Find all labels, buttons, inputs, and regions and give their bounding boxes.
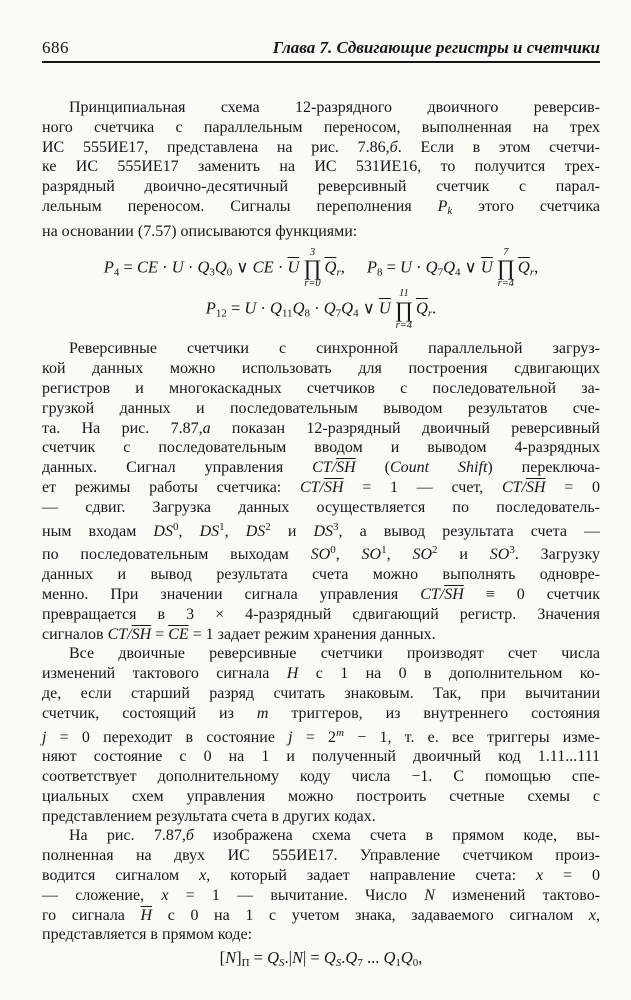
paragraph-line: циальных схем управления можно построить счетные схемы с	[42, 787, 600, 805]
paragraph-line: — сдвиг. Загрузка данных осуществляется по последователь-	[42, 498, 600, 516]
overflow-equations	[42, 248, 600, 332]
paragraph-line: грузкой данных и последовательным выводом результатов сче-	[42, 399, 600, 417]
equation-p4-p8: P4 = CE · U · Q3Q0 ∨ CE · $\overline{U}$ 3 ∏ r=0 $\overline{Q}_r$, P8 = U · Q7Q4 ∨ $\overline{U}$ 7 ∏ r=4 $\overline{Q}_r$,	[103, 246, 539, 289]
paragraph-2	[42, 339, 600, 644]
paragraph-line: го сигнала $\overline{H}$ с 0 на 1 с учетом знака, задаваемого сигналом x,	[42, 906, 600, 924]
paragraph-line: ет режимы работы счетчика: $CT/\overline{SH} = 1$ — счет, $CT/\overline{SH} = 0$	[42, 478, 600, 496]
paragraph-line: j = 0 переходит в состояние $j = 2^m - 1$, т. е. все триггеры изме-	[42, 726, 601, 746]
paragraph-line: ИС 555ИЕ17, представлена на рис. 7.86,б. Если в этом счетчи-	[42, 138, 600, 156]
paragraph-line: Все двоичные реверсивные счетчики производят счет числа	[69, 645, 600, 663]
paragraph-line: водится сигналом x, который задает направление счета: x = 0	[42, 867, 600, 885]
paragraph-line: Реверсивные счетчики с синхронной параллельной загруз-	[69, 340, 600, 358]
paragraph-line: сигналов $CT/\overline{SH} = \overline{CE} = 1$ задает режим хранения данных.	[42, 625, 436, 643]
paragraph-line: кой данных можно использовать для построения сдвигающих	[42, 360, 600, 378]
paragraph-line: по последовательным выходам $SO^0$, $SO^1$, $SO^2$ и $SO^3$. Загрузку	[42, 544, 600, 564]
paragraph-line: данных и вывод результата счета можно выполнять одновре-	[42, 566, 600, 584]
paragraph-line: На рис. 7.87,б изображена схема счета в прямом коде, вы-	[69, 827, 600, 845]
equation-p12: P12 = U · Q11Q8 · Q7Q4 ∨ $\overline{U}$ 11 ∏ r=4 $\overline{Q}_r$.	[205, 288, 437, 331]
paragraph-line: представлением результата счета в других кодах.	[42, 807, 376, 825]
equation-direct-code: $[N]П = Q_S.|N| = Q_S.Q7$ ... Q1Q0,	[219, 948, 423, 970]
paragraph-line: изменений тактового сигнала H с 1 на 0 в дополнительном ко-	[42, 665, 601, 683]
paragraph-line: ного счетчика с параллельным переносом, выполненная на трех	[42, 118, 600, 136]
paragraph-line: няют состояние с 0 на 1 и полученный двоичный код 1.11...111	[42, 748, 600, 766]
paragraph-line: на основании (7.57) описываются функциями:	[42, 222, 358, 240]
paragraph-line: регистров и многокаскадных счетчиков с последовательной за-	[42, 379, 600, 397]
paragraph-line: превращается в 3 × 4-разрядный сдвигающий регистр. Значения	[42, 605, 600, 623]
product-operator: 3 ∏ r=0	[303, 246, 322, 289]
paragraph-1	[42, 98, 600, 242]
chapter-title: Глава 7. Сдвигающие регистры и счетчики	[272, 38, 600, 57]
paragraph-line: — сложение, x = 1 — вычитание. Число N изменений тактово-	[42, 886, 601, 904]
product-operator: 7 ∏ r=4	[496, 246, 515, 289]
paragraph-line: лельным переносом. Сигналы переполнения $P_k$ этого счетчика	[42, 197, 600, 217]
page-header	[42, 38, 600, 63]
paragraph-line: де, если старший разряд считать знаковым. Так, при вычитании	[42, 684, 600, 702]
paragraph-line: счетчик, состоящий из m триггеров, из внутреннего состояния	[42, 704, 601, 722]
paragraph-line: Принципиальная схема 12-разрядного двоичного реверсив-	[69, 99, 600, 116]
paragraph-line: соответствует дополнительному коду числа −1. С помощью спе-	[42, 768, 600, 786]
product-operator: 11 ∏ r=4	[394, 288, 413, 331]
paragraph-line: счетчик с последовательным вводом и выводом 4-разрядных	[42, 439, 600, 457]
paragraph-line: ке ИС 555ИЕ17 заменить на ИС 531ИЕ16, то получится трех-	[42, 158, 600, 176]
page-body	[42, 98, 600, 974]
paragraph-line: та. На рис. 7.87,а показан 12-разрядный двоичный реверсивный	[42, 419, 600, 437]
page-number: 686	[42, 38, 69, 57]
paragraph-4	[42, 826, 600, 945]
paragraph-line: менно. При значении сигнала управления $CT/\overline{SH} \equiv 0$ счетчик	[42, 585, 600, 603]
paragraph-3	[42, 644, 600, 826]
paragraph-line: ным входам $DS^0$, $DS^1$, $DS^2$ и $DS^3$, а вывод результата счета —	[42, 520, 601, 540]
paragraph-line: разрядный двоично-десятичный реверсивный счетчик с парал-	[42, 178, 600, 196]
paragraph-line: данных. Сигнал управления $CT/\overline{SH}$ (Count Shift) переключа-	[42, 459, 601, 477]
paragraph-line: представляется в прямом коде:	[42, 926, 253, 944]
paragraph-line: полненная на двух ИС 555ИЕ17. Управление счетчиком произ-	[42, 847, 600, 865]
